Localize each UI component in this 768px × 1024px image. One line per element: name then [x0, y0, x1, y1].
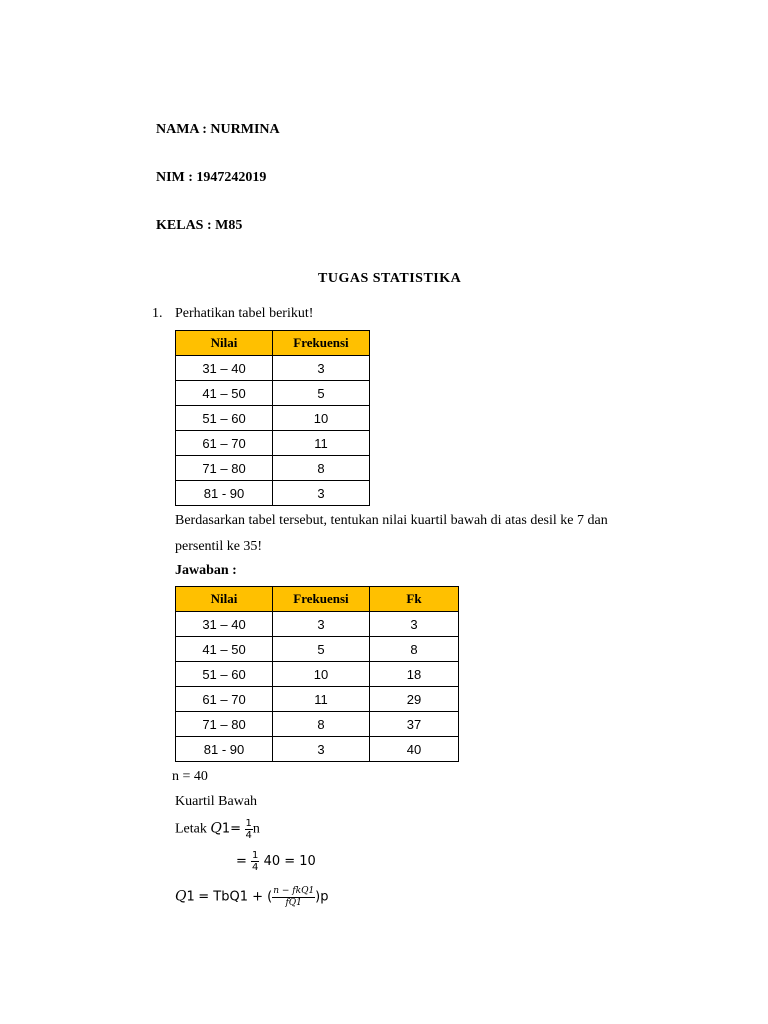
q-index: 1: [186, 889, 195, 905]
q-symbol: Q: [175, 888, 187, 905]
kuartil-bawah-heading: Kuartil Bawah: [175, 794, 258, 809]
table-header-row: [176, 331, 370, 356]
q-index: 1: [221, 821, 231, 837]
fraction-denominator: 4: [245, 830, 252, 841]
fraction-numerator: 1: [252, 850, 259, 861]
q-symbol: Q: [210, 820, 222, 837]
student-class: KELAS : M85: [156, 218, 243, 233]
q1-formula: [175, 886, 329, 909]
cell-nilai: 31 – 40: [176, 356, 273, 381]
quarter-fraction: [245, 818, 253, 841]
cell-frekuensi: 10: [273, 406, 370, 431]
header-frekuensi: Frekuensi: [273, 331, 370, 356]
table-row: [176, 712, 459, 737]
cell-frekuensi: 3: [273, 612, 370, 637]
cell-fk: 18: [370, 662, 459, 687]
letak-label: Letak: [175, 821, 211, 837]
cell-nilai: 51 – 60: [176, 406, 273, 431]
n-symbol: n: [252, 821, 260, 837]
table-row: [176, 737, 459, 762]
table-row: [176, 637, 459, 662]
table-row: [176, 456, 370, 481]
cell-frekuensi: 3: [273, 481, 370, 506]
cell-frekuensi: 10: [273, 662, 370, 687]
cell-fk: 37: [370, 712, 459, 737]
equals-sign: =: [230, 821, 242, 837]
table-row: [176, 662, 459, 687]
cell-nilai: 61 – 70: [176, 431, 273, 456]
cell-nilai: 71 – 80: [176, 712, 273, 737]
cell-nilai: 71 – 80: [176, 456, 273, 481]
cell-fk: 8: [370, 637, 459, 662]
cell-frekuensi: 8: [273, 456, 370, 481]
question-number: 1.: [152, 306, 163, 321]
table-row: [176, 612, 459, 637]
document-title: TUGAS STATISTIKA: [318, 271, 462, 286]
cell-frekuensi: 5: [273, 637, 370, 662]
cell-frekuensi: 3: [273, 737, 370, 762]
header-nilai: Nilai: [176, 587, 273, 612]
q1-position-line: [175, 818, 260, 841]
cumulative-frequency-table: [175, 586, 459, 762]
table-header-row: [176, 587, 459, 612]
header-fk: Fk: [370, 587, 459, 612]
formula-lhs: = TbQ1 + (: [198, 889, 273, 905]
cell-nilai: 41 – 50: [176, 637, 273, 662]
cell-nilai: 31 – 40: [176, 612, 273, 637]
formula-denominator: fQ1: [285, 898, 302, 908]
table-row: [176, 687, 459, 712]
cell-nilai: 51 – 60: [176, 662, 273, 687]
cell-nilai: 61 – 70: [176, 687, 273, 712]
table-row: [176, 406, 370, 431]
formula-fraction: [272, 886, 315, 909]
table-row: [176, 381, 370, 406]
formula-rhs: )p: [315, 889, 329, 905]
formula-numerator: n − fkQ1: [273, 886, 315, 896]
sample-size: n = 40: [172, 769, 208, 784]
q1-position-calc: [236, 850, 316, 873]
equals-sign: =: [236, 854, 247, 869]
fraction-numerator: 1: [245, 818, 252, 829]
table-row: [176, 431, 370, 456]
cell-nilai: 81 - 90: [176, 737, 273, 762]
cell-frekuensi: 3: [273, 356, 370, 381]
question-intro: Perhatikan tabel berikut!: [175, 306, 314, 321]
cell-nilai: 81 - 90: [176, 481, 273, 506]
table-row: [176, 356, 370, 381]
frequency-table: [175, 330, 370, 506]
question-text-line1: Berdasarkan tabel tersebut, tentukan nilai kuartil bawah di atas desil ke 7 dan: [175, 513, 608, 528]
student-nim: NIM : 1947242019: [156, 170, 267, 185]
calc-result: 40 = 10: [263, 854, 316, 869]
cell-nilai: 41 – 50: [176, 381, 273, 406]
header-frekuensi: Frekuensi: [273, 587, 370, 612]
header-nilai: Nilai: [176, 331, 273, 356]
cell-frekuensi: 5: [273, 381, 370, 406]
cell-fk: 3: [370, 612, 459, 637]
cell-frekuensi: 11: [273, 431, 370, 456]
cell-fk: 29: [370, 687, 459, 712]
quarter-fraction: [251, 850, 259, 873]
table-row: [176, 481, 370, 506]
fraction-denominator: 4: [252, 862, 259, 873]
cell-frekuensi: 8: [273, 712, 370, 737]
cell-fk: 40: [370, 737, 459, 762]
cell-frekuensi: 11: [273, 687, 370, 712]
question-text-line2: persentil ke 35!: [175, 539, 263, 554]
student-name: NAMA : NURMINA: [156, 122, 280, 137]
answer-label: Jawaban :: [175, 563, 237, 578]
